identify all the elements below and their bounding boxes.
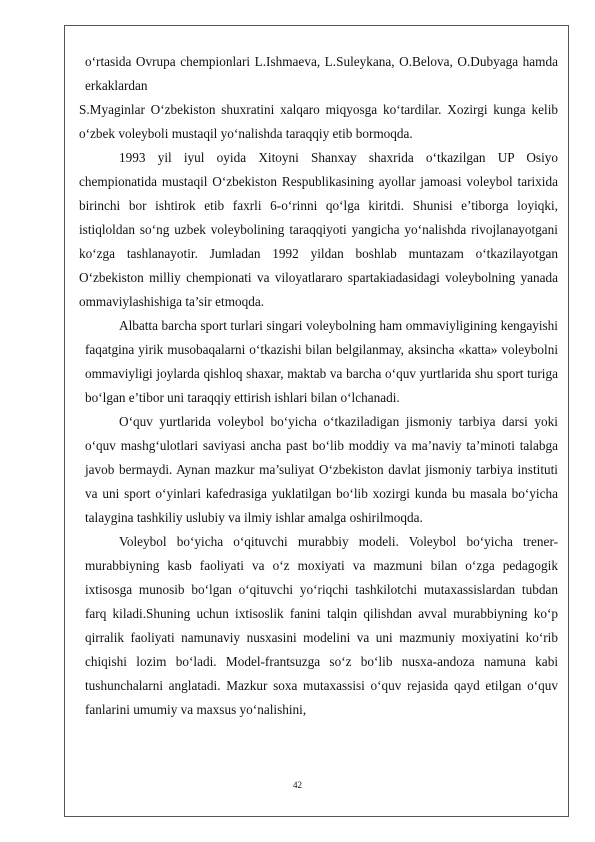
paragraph-5: O‘quv yurtlarida voleybol bo‘yicha o‘tkaziladigan jismoniy tarbiya darsi yoki o‘quv mashg‘ulotlari saviyasi ancha past bo‘lib moddiy va ma’naviy ta’minoti talabga javob bermaydi. Aynan mazkur ma’suliyat O‘zbekiston davlat jismoniy tarbiya instituti va uni sport o‘yinlari kafedrasiga yuklatilgan bo‘lib xozirgi kunda bu masala bo‘yicha talaygina tashkiliy uslubiy va ilmiy ishlar amalga oshirilmoqda.: [85, 414, 558, 525]
body-text: [79, 50, 558, 722]
page-number: 42: [293, 780, 302, 790]
paragraph-6: Voleybol bo‘yicha o‘qituvchi murabbiy modeli. Voleybol bo‘yicha trener-murabbiyning kasb faoliyati va o‘z moxiyati va mazmuni bilan o‘zga pedagogik ixtisosga munosib bo‘lgan o‘qituvchi yo‘riqchi tashkilotchi mutaxassislardan tubdan farq kiladi.Shuning uchun ixtisoslik fanini talqin qilishdan avval murabbiyning ko‘p qirralik faoliyati namunaviy nusxasini modelini va uni mazmuniy moxiyatini ko‘rib chiqishi lozim bo‘ladi. Model-frantsuzga so‘z bo‘lib nusxa-andoza namuna kabi tushunchalarni anglatadi. Mazkur soxa mutaxassisi o‘quv rejasida qayd etilgan o‘quv fanlarini umumiy va maxsus yo‘nalishini,: [85, 534, 558, 717]
paragraph-4: Albatta barcha sport turlari singari voleybolning ham ommaviyligining kengayishi faqatgina yirik musobaqalarni o‘tkazishi bilan belgilanmay, aksincha «katta» voleybolni ommaviyligi joylarda qishloq shaxar, maktab va barcha o‘quv yurtlarida shu sport turiga bo‘lgan e’tibor uni taraqqiy ettirish ishlari bilan o‘lchanadi.: [85, 318, 558, 405]
paragraph-3: 1993 yil iyul oyida Xitoyni Shanxay shaxrida o‘tkazilgan UP Osiyo chempionatida mustaqil O‘zbekiston Respublikasining ayollar jamoasi voleybol tarixida birinchi bor ishtirok etib faxrli 6-o‘rinni qo‘lga kiritdi. Shunisi e’tiborga loyiqki, istiqloldan so‘ng uzbek voleybolining taraqqiyoti yangicha yo‘nalishda rivojlanayotgani ko‘zga tashlanayotir. Jumladan 1992 yildan boshlab muntazam o‘tkazilayotgan O‘zbekiston milliy chempionati va viloyatlararo spartakiadasidagi voleybolning yanada ommaviylashishiga ta’sir etmoqda.: [79, 150, 558, 309]
paragraph-2: S.Myaginlar O‘zbekiston shuxratini xalqaro miqyosga ko‘tardilar. Xozirgi kunga kelib o‘zbek voleyboli mustaqil yo‘nalishda taraqqiy etib bormoqda.: [79, 102, 558, 141]
paragraph-1: o‘rtasida Ovrupa chempionlari L.Ishmaeva, L.Suleykana, O.Belova, O.Dubyaga hamda erkaklardan: [85, 54, 558, 93]
